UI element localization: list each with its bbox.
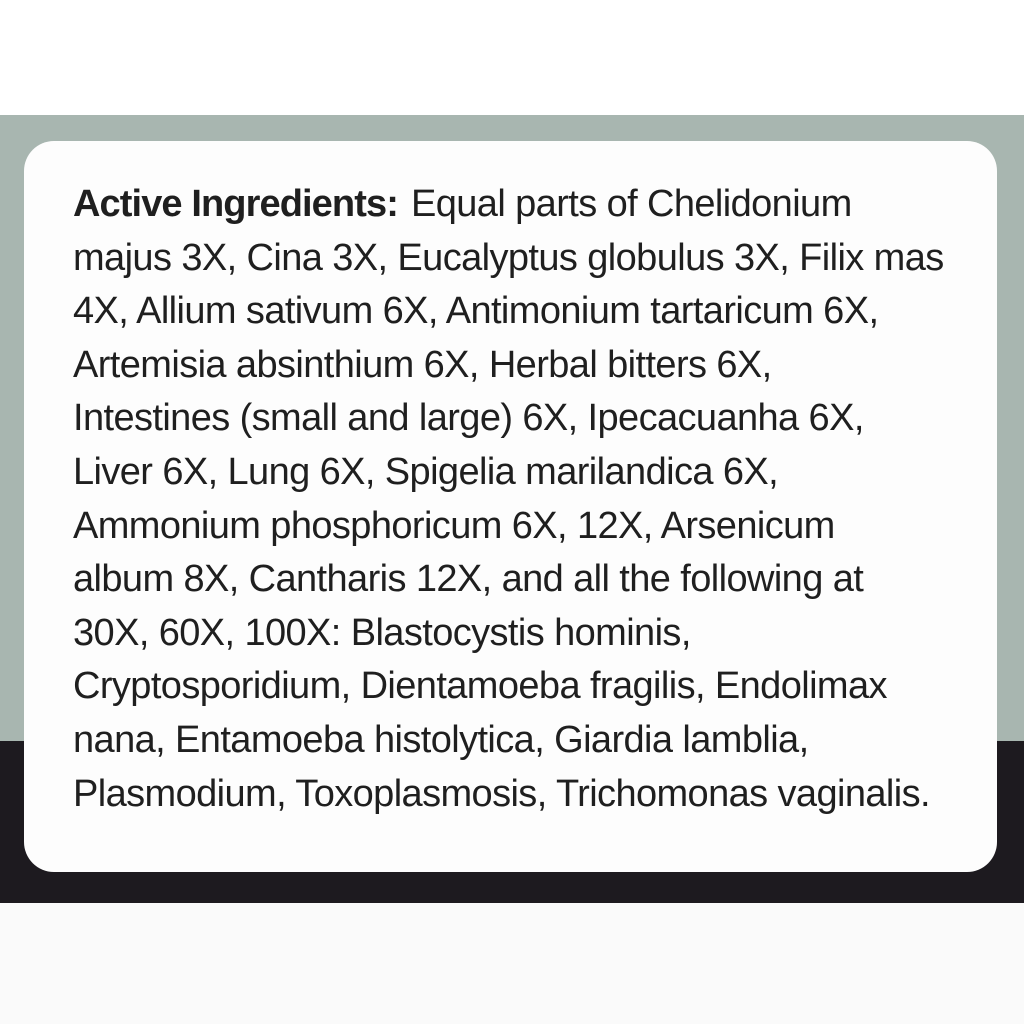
- ingredients-line: [73, 178, 989, 232]
- ingredients-line: 30X, 60X, 100X: Blastocystis hominis,: [73, 611, 691, 654]
- bottom-white-band: [0, 903, 1024, 1024]
- ingredients-line: 4X, Allium sativum 6X, Antimonium tartaricum 6X,: [73, 290, 879, 333]
- ingredients-line: Intestines (small and large) 6X, Ipecacuanha 6X,: [73, 397, 864, 440]
- top-white-band: [0, 0, 1024, 115]
- active-ingredients-heading: Active Ingredients:: [73, 183, 398, 225]
- ingredients-line: nana, Entamoeba histolytica, Giardia lamblia,: [73, 718, 809, 761]
- active-ingredients-card: [24, 141, 997, 872]
- active-ingredients-text-block: [73, 178, 989, 821]
- ingredients-line: Liver 6X, Lung 6X, Spigelia marilandica 6X,: [73, 450, 779, 493]
- ingredients-line: album 8X, Cantharis 12X, and all the following at: [73, 558, 864, 601]
- ingredients-line: Plasmodium, Toxoplasmosis, Trichomonas vaginalis.: [73, 772, 930, 815]
- ingredients-line: majus 3X, Cina 3X, Eucalyptus globulus 3X, Filix mas: [73, 236, 944, 279]
- ingredients-line: Artemisia absinthium 6X, Herbal bitters 6X,: [73, 343, 772, 386]
- ingredients-text: Equal parts of Chelidonium: [410, 183, 852, 225]
- ingredients-line: Cryptosporidium, Dientamoeba fragilis, Endolimax: [73, 665, 887, 708]
- ingredients-line: Ammonium phosphoricum 6X, 12X, Arsenicum: [73, 504, 835, 547]
